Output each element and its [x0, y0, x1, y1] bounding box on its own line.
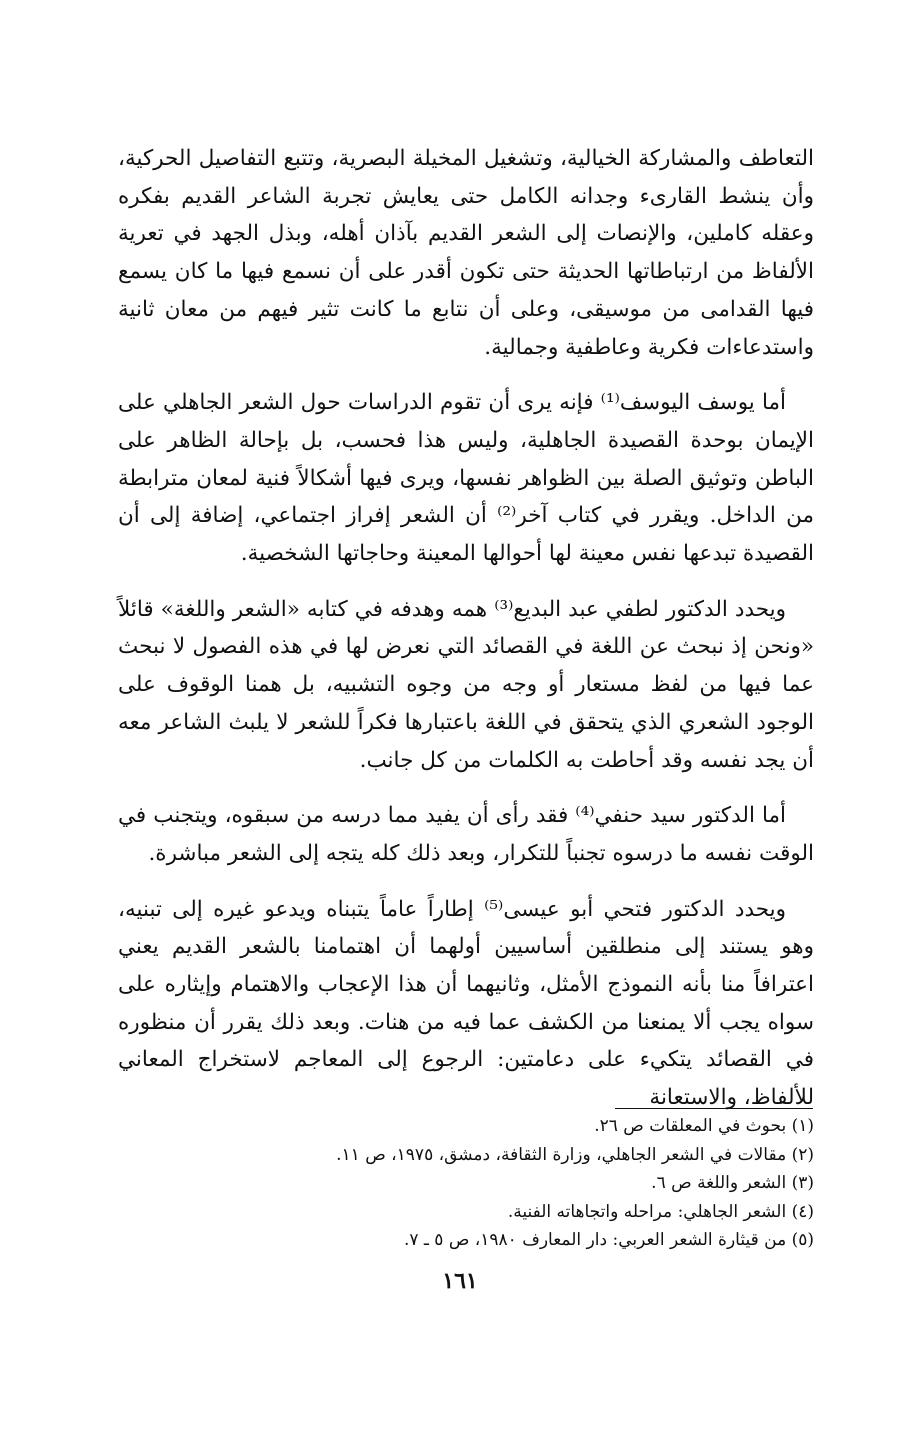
body-text: [118, 140, 814, 1117]
footnote-2: (٢) مقالات في الشعر الجاهلي، وزارة الثقافة، دمشق، ١٩٧٥، ص ١١.: [336, 1144, 814, 1165]
footnote-divider: [615, 1108, 813, 1109]
paragraph-2: أما يوسف اليوسف⁽¹⁾ فإنه يرى أن تقوم الدراسات حول الشعر الجاهلي على الإيمان بوحدة القصيدة الجاهلية، وليس هذا فحسب، بل بإحالة الظاهر على الباطن وتوثيق الصلة بين الظواهر نفسها، ويرى فيها أشكالاً فنية لمعان مترابطة من الداخل. ويقرر في كتاب آخر⁽²⁾ أن الشعر إفراز اجتماعي، إضافة إلى أن القصيدة تبدعها نفس معينة لها أحوالها المعينة وحاجاتها الشخصية.: [118, 390, 814, 567]
footnote-3: (٣) الشعر واللغة ص ٦.: [651, 1173, 814, 1193]
page-number: ١٦١: [442, 1268, 478, 1294]
paragraph-3: ويحدد الدكتور لطفي عبد البديع⁽³⁾ همه وهدفه في كتابه «الشعر واللغة» قائلاً «ونحن إذ نبحث عن اللغة في القصائد التي نعرض لها في هذه الفصول لا نبحث عما فيها من لفظ مستعار أو وجه من وجوه التشبيه، بل همنا الوقوف على الوجود الشعري الذي يتحقق في اللغة باعتبارها فكراً للشعر لا يلبث الشاعر معه أن يجد نفسه وقد أحاطت به الكلمات من كل جانب.: [118, 596, 814, 773]
paragraph-4: أما الدكتور سيد حنفي⁽⁴⁾ فقد رأى أن يفيد مما درسه من سبقوه، ويتجنب في الوقت نفسه ما درسوه تجنباً للتكرار، وبعد ذلك كله يتجه إلى الشعر مباشرة.: [118, 803, 814, 866]
footnotes-list: [118, 1112, 814, 1255]
footnote-5: (٥) من قيثارة الشعر العربي: دار المعارف ١٩٨٠، ص ٥ ـ ٧.: [403, 1230, 814, 1250]
footnote-4: (٤) الشعر الجاهلي: مراحله واتجاهاته الفنية.: [507, 1201, 814, 1222]
paragraph-5: ويحدد الدكتور فتحي أبو عيسى⁽⁵⁾ إطاراً عاماً يتبناه ويدعو غيره إلى تبنيه، وهو يستند إلى منطلقين أساسيين أولهما أن اهتمامنا بالشعر القديم يعني اعترافاً منا بأنه النموذج الأمثل، وثانيهما أن هذا الإعجاب والاهتمام وإيثاره على سواه يجب ألا يمنعنا من الكشف عما فيه من هنات. وبعد ذلك يقرر أن منظوره في القصائد يتكيء على دعامتين: الرجوع إلى المعاجم لاستخراج المعاني للألفاظ، والاستعانة: [118, 896, 814, 1111]
paragraph-1: التعاطف والمشاركة الخيالية، وتشغيل المخيلة البصرية، وتتبع التفاصيل الحركية، وأن ينشط القارىء وجدانه الكامل حتى يعايش تجربة الشاعر القديم بفكره وعقله كاملين، والإنصات إلى الشعر القديم بآذان أهله، وبذل الجهد في تعرية الألفاظ من ارتباطاتها الحديثة حتى تكون أقدر على أن نسمع فيها ما كان يسمع فيها القدامى من موسيقى، وعلى أن نتابع ما كانت تثير فيهم من معان ثانية واستدعاءات فكرية وعاطفية وجمالية.: [118, 146, 814, 360]
footnote-1: (١) بحوث في المعلقات ص ٢٦.: [594, 1116, 814, 1136]
